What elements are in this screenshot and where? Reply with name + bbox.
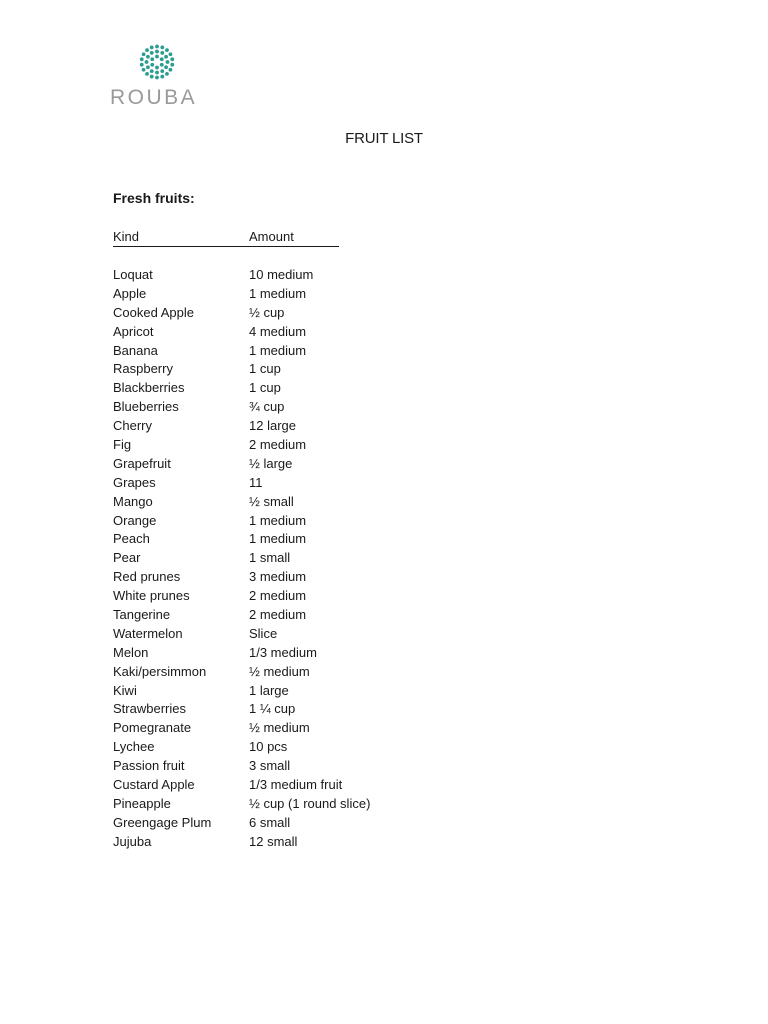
fruit-amount: ½ small [249,493,294,509]
fruit-kind: Greengage Plum [113,814,212,830]
fruit-amount: 1 cup [249,361,281,377]
table-row [113,379,339,398]
column-header-amount: Amount [249,229,294,244]
table-row [113,738,339,757]
fruit-amount: 1 cup [249,380,281,396]
fruit-kind: Apricot [113,323,154,339]
table-row [113,493,339,512]
fruit-kind: Pomegranate [113,720,192,736]
table-row [113,285,339,304]
hexagon-dots-logo-icon [137,42,177,82]
table-row [113,304,339,323]
fruit-kind: Custard Apple [113,777,195,793]
table-row [113,342,339,361]
fruit-amount: 6 small [249,814,291,830]
fruit-amount: 4 medium [249,323,307,339]
table-row [113,719,339,738]
fruit-amount: 11 [249,474,263,490]
fruit-amount: 1/3 medium [249,644,317,660]
table-row [113,682,339,701]
fruit-kind: Red prunes [113,569,181,585]
fruit-kind: Tangerine [113,607,171,623]
fruit-amount: 1 medium [249,342,307,358]
fruit-kind: Cooked Apple [113,304,194,320]
fruit-kind: Passion fruit [113,758,185,774]
fruit-kind: Peach [113,531,150,547]
fruit-amount: ¾ cup [249,399,285,415]
table-row [113,700,339,719]
fruit-kind: Jujuba [113,833,152,849]
table-row [113,568,339,587]
table-row [113,549,339,568]
table-row [113,398,339,417]
fruit-kind: Pineapple [113,795,171,811]
fruit-amount: 1 ¼ cup [249,701,296,717]
fruit-amount: 12 small [249,833,298,849]
table-body [113,266,371,852]
table-row [113,757,339,776]
fruit-amount: 1 medium [249,285,307,301]
table-row [113,625,339,644]
fruit-kind: Melon [113,644,149,660]
fruit-kind: Loquat [113,267,153,282]
table-row [113,814,339,833]
table-row [113,776,343,795]
fruit-amount: 12 large [249,418,296,434]
fruit-amount: 1 medium [249,512,307,528]
fruit-amount: ½ cup (1 round slice) [249,795,371,811]
table-row [113,530,339,549]
fruit-kind: Blackberries [113,380,185,396]
column-header-kind: Kind [113,229,140,244]
table-row [113,833,339,852]
fruit-kind: Apple [113,285,147,301]
fruit-amount: 1 large [249,682,289,698]
table-row [113,512,339,531]
fruit-amount: 2 medium [249,607,307,623]
fruit-amount: 2 medium [249,437,307,453]
table-row [113,436,339,455]
fruit-kind: Watermelon [113,625,183,641]
fruit-kind: Banana [113,342,158,358]
table-row [113,474,339,493]
fruit-kind: Grapefruit [113,455,171,471]
fruit-amount: 10 medium [249,267,314,282]
table-row [113,663,339,682]
table-row [113,266,339,285]
fruit-amount: 1/3 medium fruit [249,777,343,793]
fruit-amount: 3 small [249,758,291,774]
fruit-kind: Grapes [113,474,156,490]
fruit-kind: Pear [113,550,141,566]
section-heading: Fresh fruits: [113,190,195,206]
fruit-kind: Raspberry [113,361,173,377]
fruit-kind: Mango [113,493,153,509]
fruit-amount: Slice [249,625,278,641]
page-title: FRUIT LIST [345,130,423,147]
rouba-logo [110,42,206,112]
table-row [113,606,339,625]
table-row [113,587,339,606]
fruit-kind: Lychee [113,739,155,755]
fruit-amount: 1 medium [249,531,307,547]
fruit-kind: Cherry [113,418,153,434]
fruit-kind: Strawberries [113,701,186,717]
table-header [113,228,339,247]
fruit-amount: ½ medium [249,720,310,736]
fruit-kind: Orange [113,512,157,528]
table-row [113,360,339,379]
fruit-kind: White prunes [113,588,190,604]
fruit-amount: 10 pcs [249,739,288,755]
table-row [113,455,339,474]
fruit-kind: Fig [113,437,132,453]
fruit-kind: Kaki/persimmon [113,663,207,679]
logo-wordmark: ROUBA [110,86,198,109]
fruit-kind: Blueberries [113,399,179,415]
fruit-amount: ½ cup [249,304,285,320]
table-row [113,644,339,663]
fruit-amount: 2 medium [249,588,307,604]
table-row [113,795,371,814]
fruit-amount: ½ medium [249,663,310,679]
fruit-table [113,228,371,852]
table-row [113,323,339,342]
fruit-kind: Kiwi [113,682,137,698]
fruit-amount: 1 small [249,550,291,566]
table-row [113,417,339,436]
fruit-amount: 3 medium [249,569,307,585]
fruit-amount: ½ large [249,455,293,471]
